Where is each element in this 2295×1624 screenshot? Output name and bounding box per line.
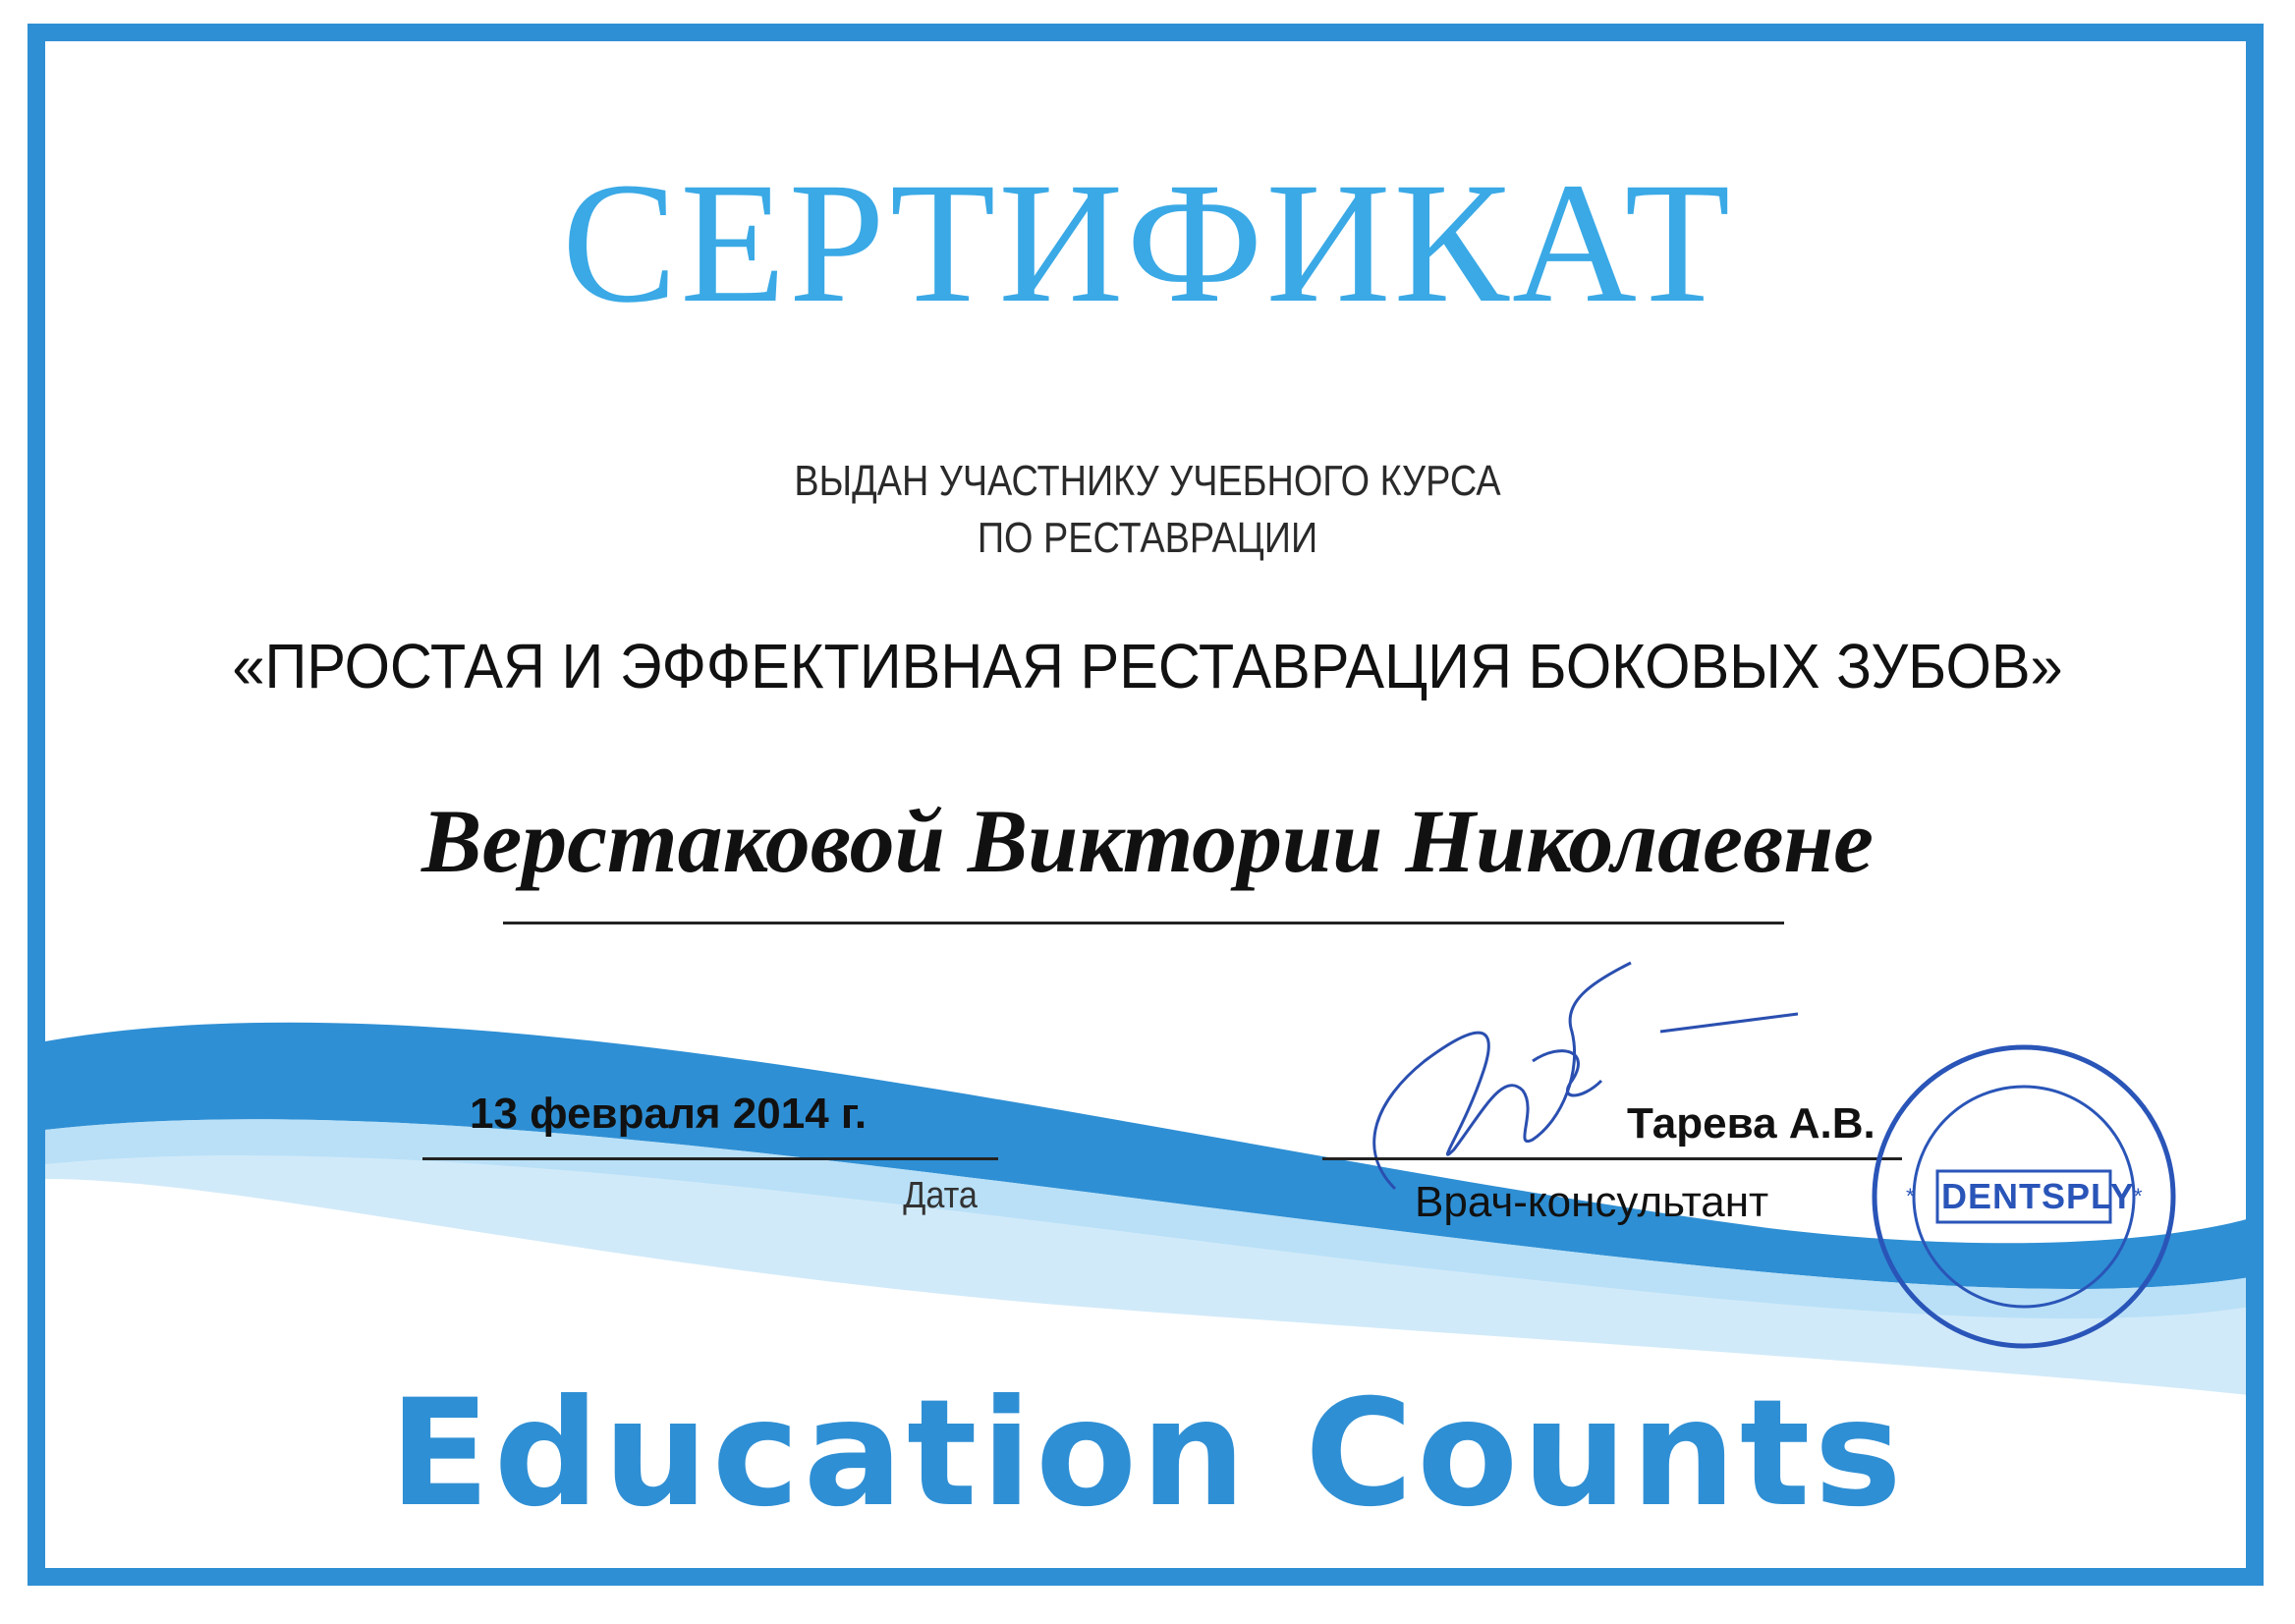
svg-text:*: * [1906, 1184, 1915, 1208]
date-underline [422, 1157, 998, 1160]
stamp-logo-text: DENTSPLY [1941, 1176, 2135, 1216]
date-caption: Дата [903, 1175, 978, 1216]
issued-line-2: ПО РЕСТАВРАЦИИ [977, 514, 1318, 562]
signature-underline [1322, 1157, 1902, 1160]
course-title: «ПРОСТАЯ И ЭФФЕКТИВНАЯ РЕСТАВРАЦИЯ БОКОВЫХ ЗУБОВ» [232, 631, 2063, 701]
svg-text:*: * [2134, 1184, 2143, 1208]
company-stamp [1867, 1039, 2181, 1354]
signer-name: Тарева А.В. [1627, 1099, 1875, 1148]
recipient-underline [503, 922, 1784, 924]
issue-date: 13 февраля 2014 г. [470, 1090, 868, 1138]
recipient-name: Верстаковой Виктории Николаевне [420, 791, 1875, 891]
certificate-title: СЕРТИФИКАТ [561, 147, 1734, 339]
education-counts-slogan: Education Counts [389, 1369, 1906, 1540]
issued-line-1: ВЫДАН УЧАСТНИКУ УЧЕБНОГО КУРСА [794, 457, 1501, 505]
signer-role: Врач-консультант [1415, 1178, 1769, 1226]
